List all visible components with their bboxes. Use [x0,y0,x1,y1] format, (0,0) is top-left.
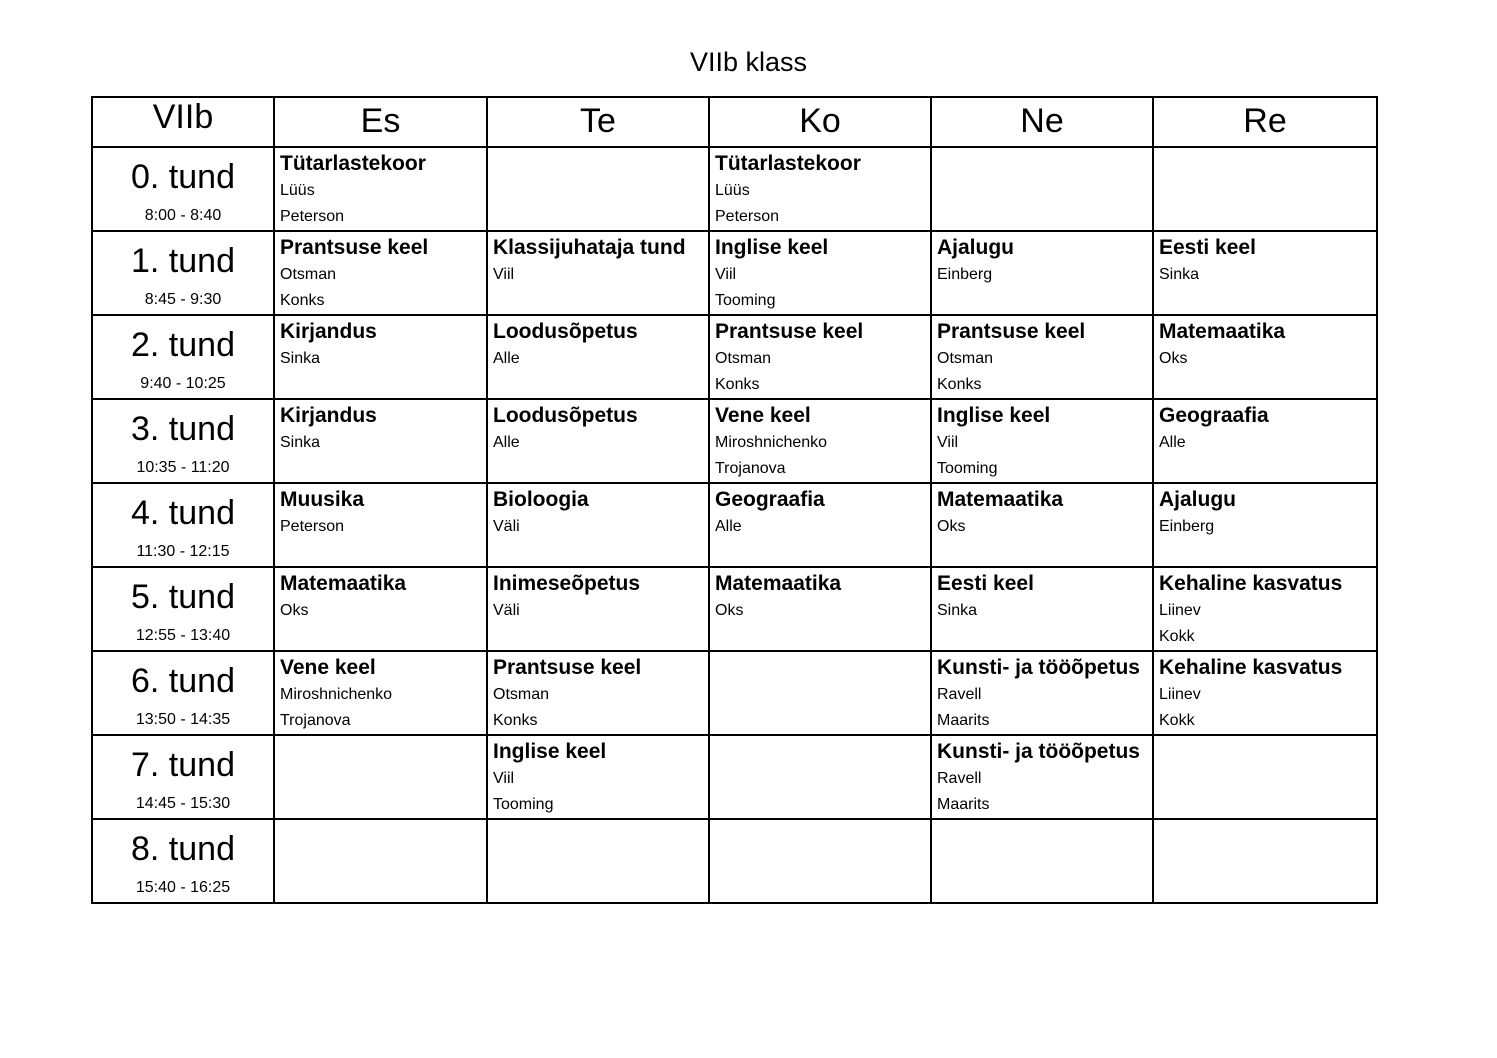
period-label: 4. tund [131,494,235,532]
lesson-cell [487,399,709,483]
teacher-name: Konks [937,376,982,393]
lesson-cell [709,567,931,651]
subject-name: Matemaatika [1159,320,1286,343]
lesson-cell [709,651,931,735]
lesson-content [1154,316,1376,372]
lesson-cell [931,819,1153,903]
teacher-name: Lüüs [280,182,315,199]
teacher-name: Peterson [280,208,345,225]
table-row [92,315,1377,399]
period-cell [92,567,274,651]
lesson-cell [709,147,931,231]
lesson-content [932,820,1152,822]
lesson-content [275,232,486,314]
subject-name: Klassijuhataja tund [493,236,686,259]
lesson-content [488,316,708,372]
teacher-name: Alle [493,350,520,367]
period-cell [92,819,274,903]
lesson-content [488,820,708,822]
subject-name: Prantsuse keel [493,656,642,679]
teacher-name: Viil [937,434,959,451]
lesson-content [1154,568,1376,650]
period-cell [92,315,274,399]
lesson-cell [274,651,487,735]
subject-name: Prantsuse keel [715,320,864,343]
lesson-cell [1153,819,1377,903]
lesson-content [488,400,708,456]
teacher-name: Otsman [937,350,994,367]
lesson-content [932,148,1152,150]
subject-name: Prantsuse keel [937,320,1086,343]
lesson-content [488,232,708,288]
lesson-content [710,232,930,314]
subject-name: Vene keel [715,404,811,427]
subject-name: Kehaline kasvatus [1159,656,1343,679]
teacher-name: Oks [280,602,309,619]
table-row [92,735,1377,819]
period-label: 8. tund [131,830,235,868]
teacher-name: Maarits [937,796,990,813]
corner-class-label: VIIb [92,97,274,147]
teacher-name: Viil [493,266,515,283]
period-cell [92,735,274,819]
lesson-cell [1153,483,1377,567]
subject-name: Loodusõpetus [493,404,638,427]
lesson-cell [1153,147,1377,231]
subject-name: Matemaatika [280,572,407,595]
lesson-cell [709,819,931,903]
lesson-cell [709,315,931,399]
lesson-cell [1153,315,1377,399]
teacher-name: Konks [280,292,325,309]
lesson-content [488,652,708,734]
subject-name: Kehaline kasvatus [1159,572,1343,595]
day-header-ko: Ko [709,97,931,147]
teacher-name: Tooming [715,292,776,309]
period-time: 13:50 - 14:35 [135,711,231,728]
page-title: VIIb klass [689,47,808,77]
period-label: 6. tund [131,662,235,700]
lesson-cell [487,819,709,903]
subject-name: Kunsti- ja tööõpetus [937,656,1140,679]
period-time: 11:30 - 12:15 [136,543,230,560]
teacher-name: Konks [715,376,760,393]
period-time: 10:35 - 11:20 [136,459,230,476]
lesson-cell [487,315,709,399]
period-label: 5. tund [131,578,235,616]
teacher-name: Viil [493,770,515,787]
lesson-content [488,148,708,150]
lesson-content [932,484,1152,540]
table-row [92,483,1377,567]
lesson-cell [1153,651,1377,735]
teacher-name: Otsman [715,350,772,367]
teacher-name: Kokk [1159,712,1195,729]
lesson-content [275,652,486,734]
lesson-content [1154,148,1376,150]
lesson-content [932,400,1152,482]
teacher-name: Miroshnichenko [715,434,828,451]
teacher-name: Väli [493,518,520,535]
lesson-content [710,400,930,482]
day-header-te: Te [487,97,709,147]
teacher-name: Liinev [1159,602,1201,619]
lesson-content [1154,232,1376,288]
subject-name: Tütarlastekoor [280,152,426,175]
teacher-name: Tooming [493,796,554,813]
period-cell [92,147,274,231]
subject-name: Inimeseõpetus [493,572,641,595]
period-time: 14:45 - 15:30 [135,795,231,812]
subject-name: Bioloogia [493,488,589,511]
teacher-name: Tooming [937,460,998,477]
lesson-cell [931,483,1153,567]
lesson-content [710,148,930,230]
lesson-cell [931,231,1153,315]
subject-name: Prantsuse keel [280,236,429,259]
subject-name: Matemaatika [715,572,842,595]
lesson-content [710,652,930,654]
teacher-name: Einberg [1159,518,1215,535]
lesson-cell [931,147,1153,231]
lesson-content [1154,736,1376,738]
period-time: 15:40 - 16:25 [135,879,231,896]
teacher-name: Sinka [280,350,321,367]
table-row [92,567,1377,651]
lesson-content [710,484,930,540]
subject-name: Eesti keel [1159,236,1256,259]
lesson-cell [274,483,487,567]
lesson-cell [709,399,931,483]
period-time: 12:55 - 13:40 [135,627,231,644]
subject-name: Geograafia [715,488,825,511]
period-label: 1. tund [131,242,235,280]
teacher-name: Peterson [280,518,345,535]
lesson-content [1154,400,1376,456]
table-row [92,651,1377,735]
lesson-content [275,820,486,822]
teacher-name: Einberg [937,266,993,283]
lesson-cell [709,231,931,315]
subject-name: Muusika [280,488,365,511]
lesson-content [710,820,930,822]
teacher-name: Viil [715,266,737,283]
teacher-name: Väli [493,602,520,619]
lesson-content [275,400,486,456]
subject-name: Loodusõpetus [493,320,638,343]
lesson-content [932,652,1152,734]
timetable [91,96,1378,904]
lesson-cell [709,483,931,567]
period-cell [92,651,274,735]
lesson-content [932,316,1152,398]
lesson-cell [1153,567,1377,651]
teacher-name: Oks [1159,350,1188,367]
period-time: 8:45 - 9:30 [144,291,222,308]
lesson-cell [1153,399,1377,483]
lesson-content [275,316,486,372]
lesson-cell [487,483,709,567]
teacher-name: Kokk [1159,628,1195,645]
subject-name: Kirjandus [280,320,377,343]
lesson-content [710,736,930,738]
period-cell [92,483,274,567]
lesson-cell [274,147,487,231]
subject-name: Tütarlastekoor [715,152,861,175]
timetable-header-row [92,97,1377,147]
period-time: 9:40 - 10:25 [140,375,226,392]
teacher-name: Konks [493,712,538,729]
lesson-cell [274,567,487,651]
subject-name: Ajalugu [1159,488,1236,511]
teacher-name: Sinka [937,602,978,619]
lesson-cell [274,231,487,315]
lesson-content [488,736,708,818]
lesson-cell [931,651,1153,735]
teacher-name: Oks [937,518,966,535]
lesson-cell [931,315,1153,399]
lesson-content [275,484,486,540]
teacher-name: Otsman [493,686,550,703]
period-label: 0. tund [131,158,235,196]
lesson-content [275,568,486,624]
day-header-es: Es [274,97,487,147]
lesson-content [275,736,486,738]
teacher-name: Liinev [1159,686,1201,703]
lesson-cell [274,819,487,903]
teacher-name: Sinka [1159,266,1200,283]
teacher-name: Alle [493,434,520,451]
teacher-name: Peterson [715,208,780,225]
table-row [92,147,1377,231]
timetable-body [92,147,1377,903]
period-cell [92,231,274,315]
lesson-cell [487,147,709,231]
period-cell [92,399,274,483]
lesson-cell [274,735,487,819]
lesson-cell [931,735,1153,819]
lesson-cell [487,651,709,735]
day-header-re: Re [1153,97,1377,147]
teacher-name: Alle [1159,434,1186,451]
lesson-content [1154,484,1376,540]
lesson-content [1154,652,1376,734]
teacher-name: Ravell [937,770,982,787]
lesson-cell [274,399,487,483]
lesson-content [932,232,1152,288]
period-label: 3. tund [131,410,235,448]
lesson-cell [274,315,487,399]
lesson-content [710,316,930,398]
subject-name: Inglise keel [493,740,607,763]
day-header-ne: Ne [931,97,1153,147]
lesson-content [488,484,708,540]
table-row [92,819,1377,903]
teacher-name: Miroshnichenko [280,686,393,703]
lesson-content [275,148,486,230]
table-row [92,231,1377,315]
lesson-cell [709,735,931,819]
table-row [92,399,1377,483]
teacher-name: Ravell [937,686,982,703]
lesson-content [932,736,1152,818]
teacher-name: Lüüs [715,182,750,199]
subject-name: Kirjandus [280,404,377,427]
period-label: 2. tund [131,326,235,364]
lesson-cell [487,231,709,315]
lesson-content [932,568,1152,624]
subject-name: Ajalugu [937,236,1014,259]
subject-name: Inglise keel [937,404,1051,427]
period-label: 7. tund [131,746,235,784]
teacher-name: Trojanova [280,712,351,729]
teacher-name: Maarits [937,712,990,729]
lesson-content [710,568,930,624]
subject-name: Matemaatika [937,488,1064,511]
lesson-content [488,568,708,624]
teacher-name: Alle [715,518,742,535]
period-time: 8:00 - 8:40 [144,207,222,224]
subject-name: Vene keel [280,656,376,679]
teacher-name: Sinka [280,434,321,451]
subject-name: Kunsti- ja tööõpetus [937,740,1140,763]
subject-name: Eesti keel [937,572,1034,595]
lesson-cell [931,567,1153,651]
lesson-cell [1153,735,1377,819]
lesson-cell [931,399,1153,483]
lesson-cell [487,567,709,651]
subject-name: Geograafia [1159,404,1269,427]
lesson-cell [487,735,709,819]
subject-name: Inglise keel [715,236,829,259]
lesson-content [1154,820,1376,822]
teacher-name: Oks [715,602,744,619]
teacher-name: Trojanova [715,460,786,477]
teacher-name: Otsman [280,266,337,283]
lesson-cell [1153,231,1377,315]
